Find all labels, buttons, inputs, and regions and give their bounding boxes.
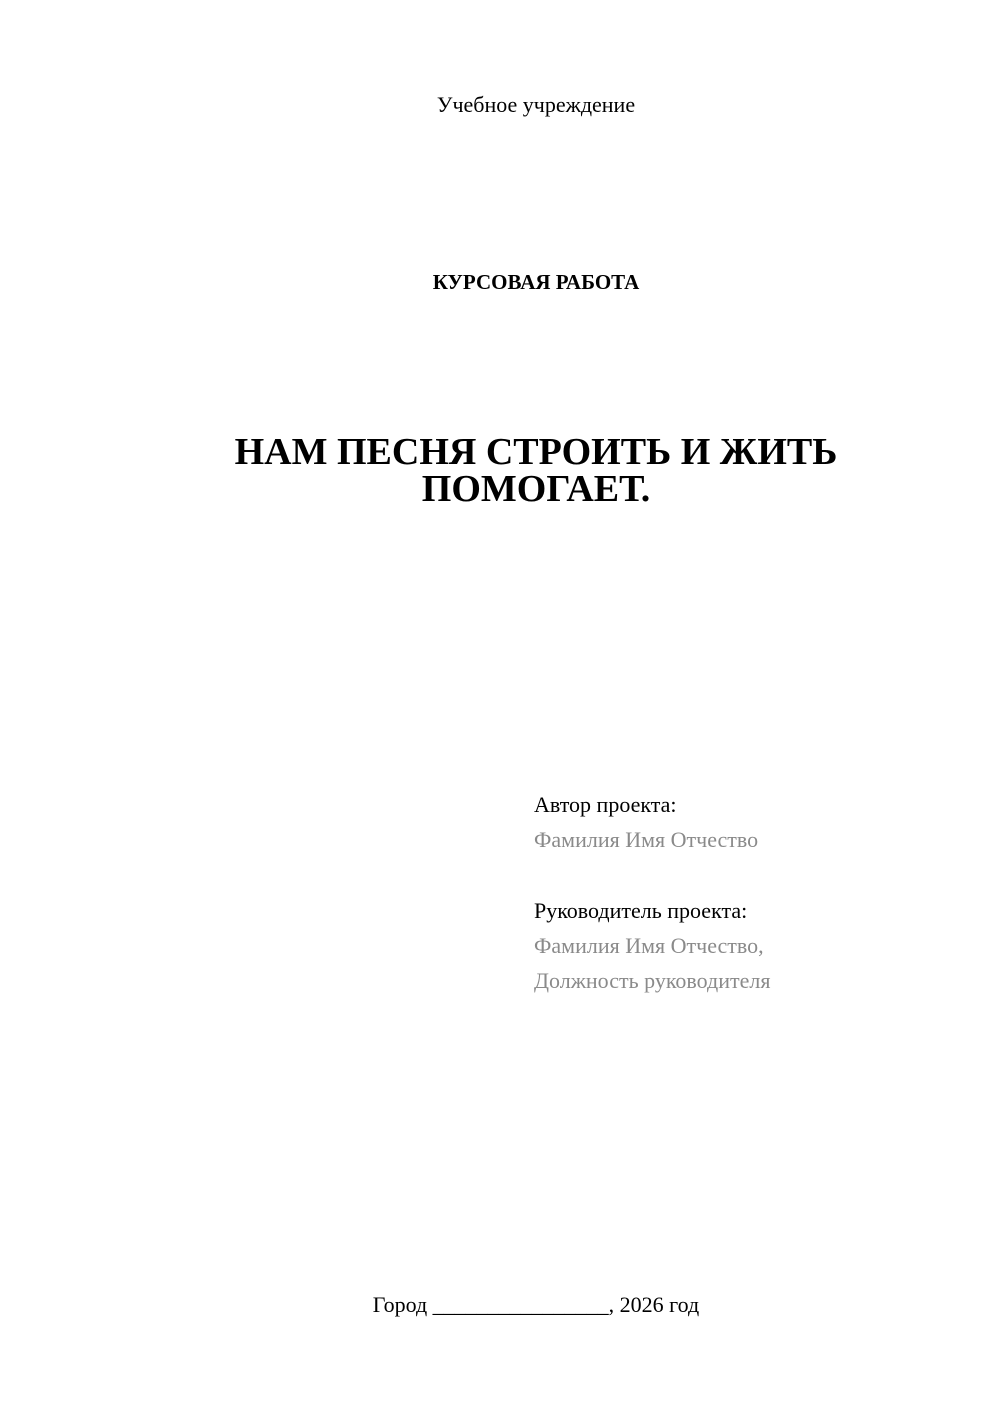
city-year-footer: Город ________________, 2026 год	[372, 1292, 700, 1317]
credits-spacer	[534, 857, 974, 893]
author-label: Автор проекта:	[534, 792, 677, 817]
credits-block	[534, 787, 974, 998]
supervisor-position: Должность руководителя	[534, 968, 771, 993]
title-line-1: НАМ ПЕСНЯ СТРОИТЬ И ЖИТЬ	[234, 431, 838, 473]
supervisor-name: Фамилия Имя Отчество,	[534, 933, 764, 958]
institution-name: Учебное учреждение	[436, 92, 636, 117]
author-name: Фамилия Имя Отчество	[534, 827, 759, 852]
supervisor-label: Руководитель проекта:	[534, 898, 748, 923]
title-line-2: ПОМОГАЕТ.	[421, 468, 651, 510]
document-title	[160, 431, 912, 510]
work-type-heading: КУРСОВАЯ РАБОТА	[432, 270, 640, 294]
